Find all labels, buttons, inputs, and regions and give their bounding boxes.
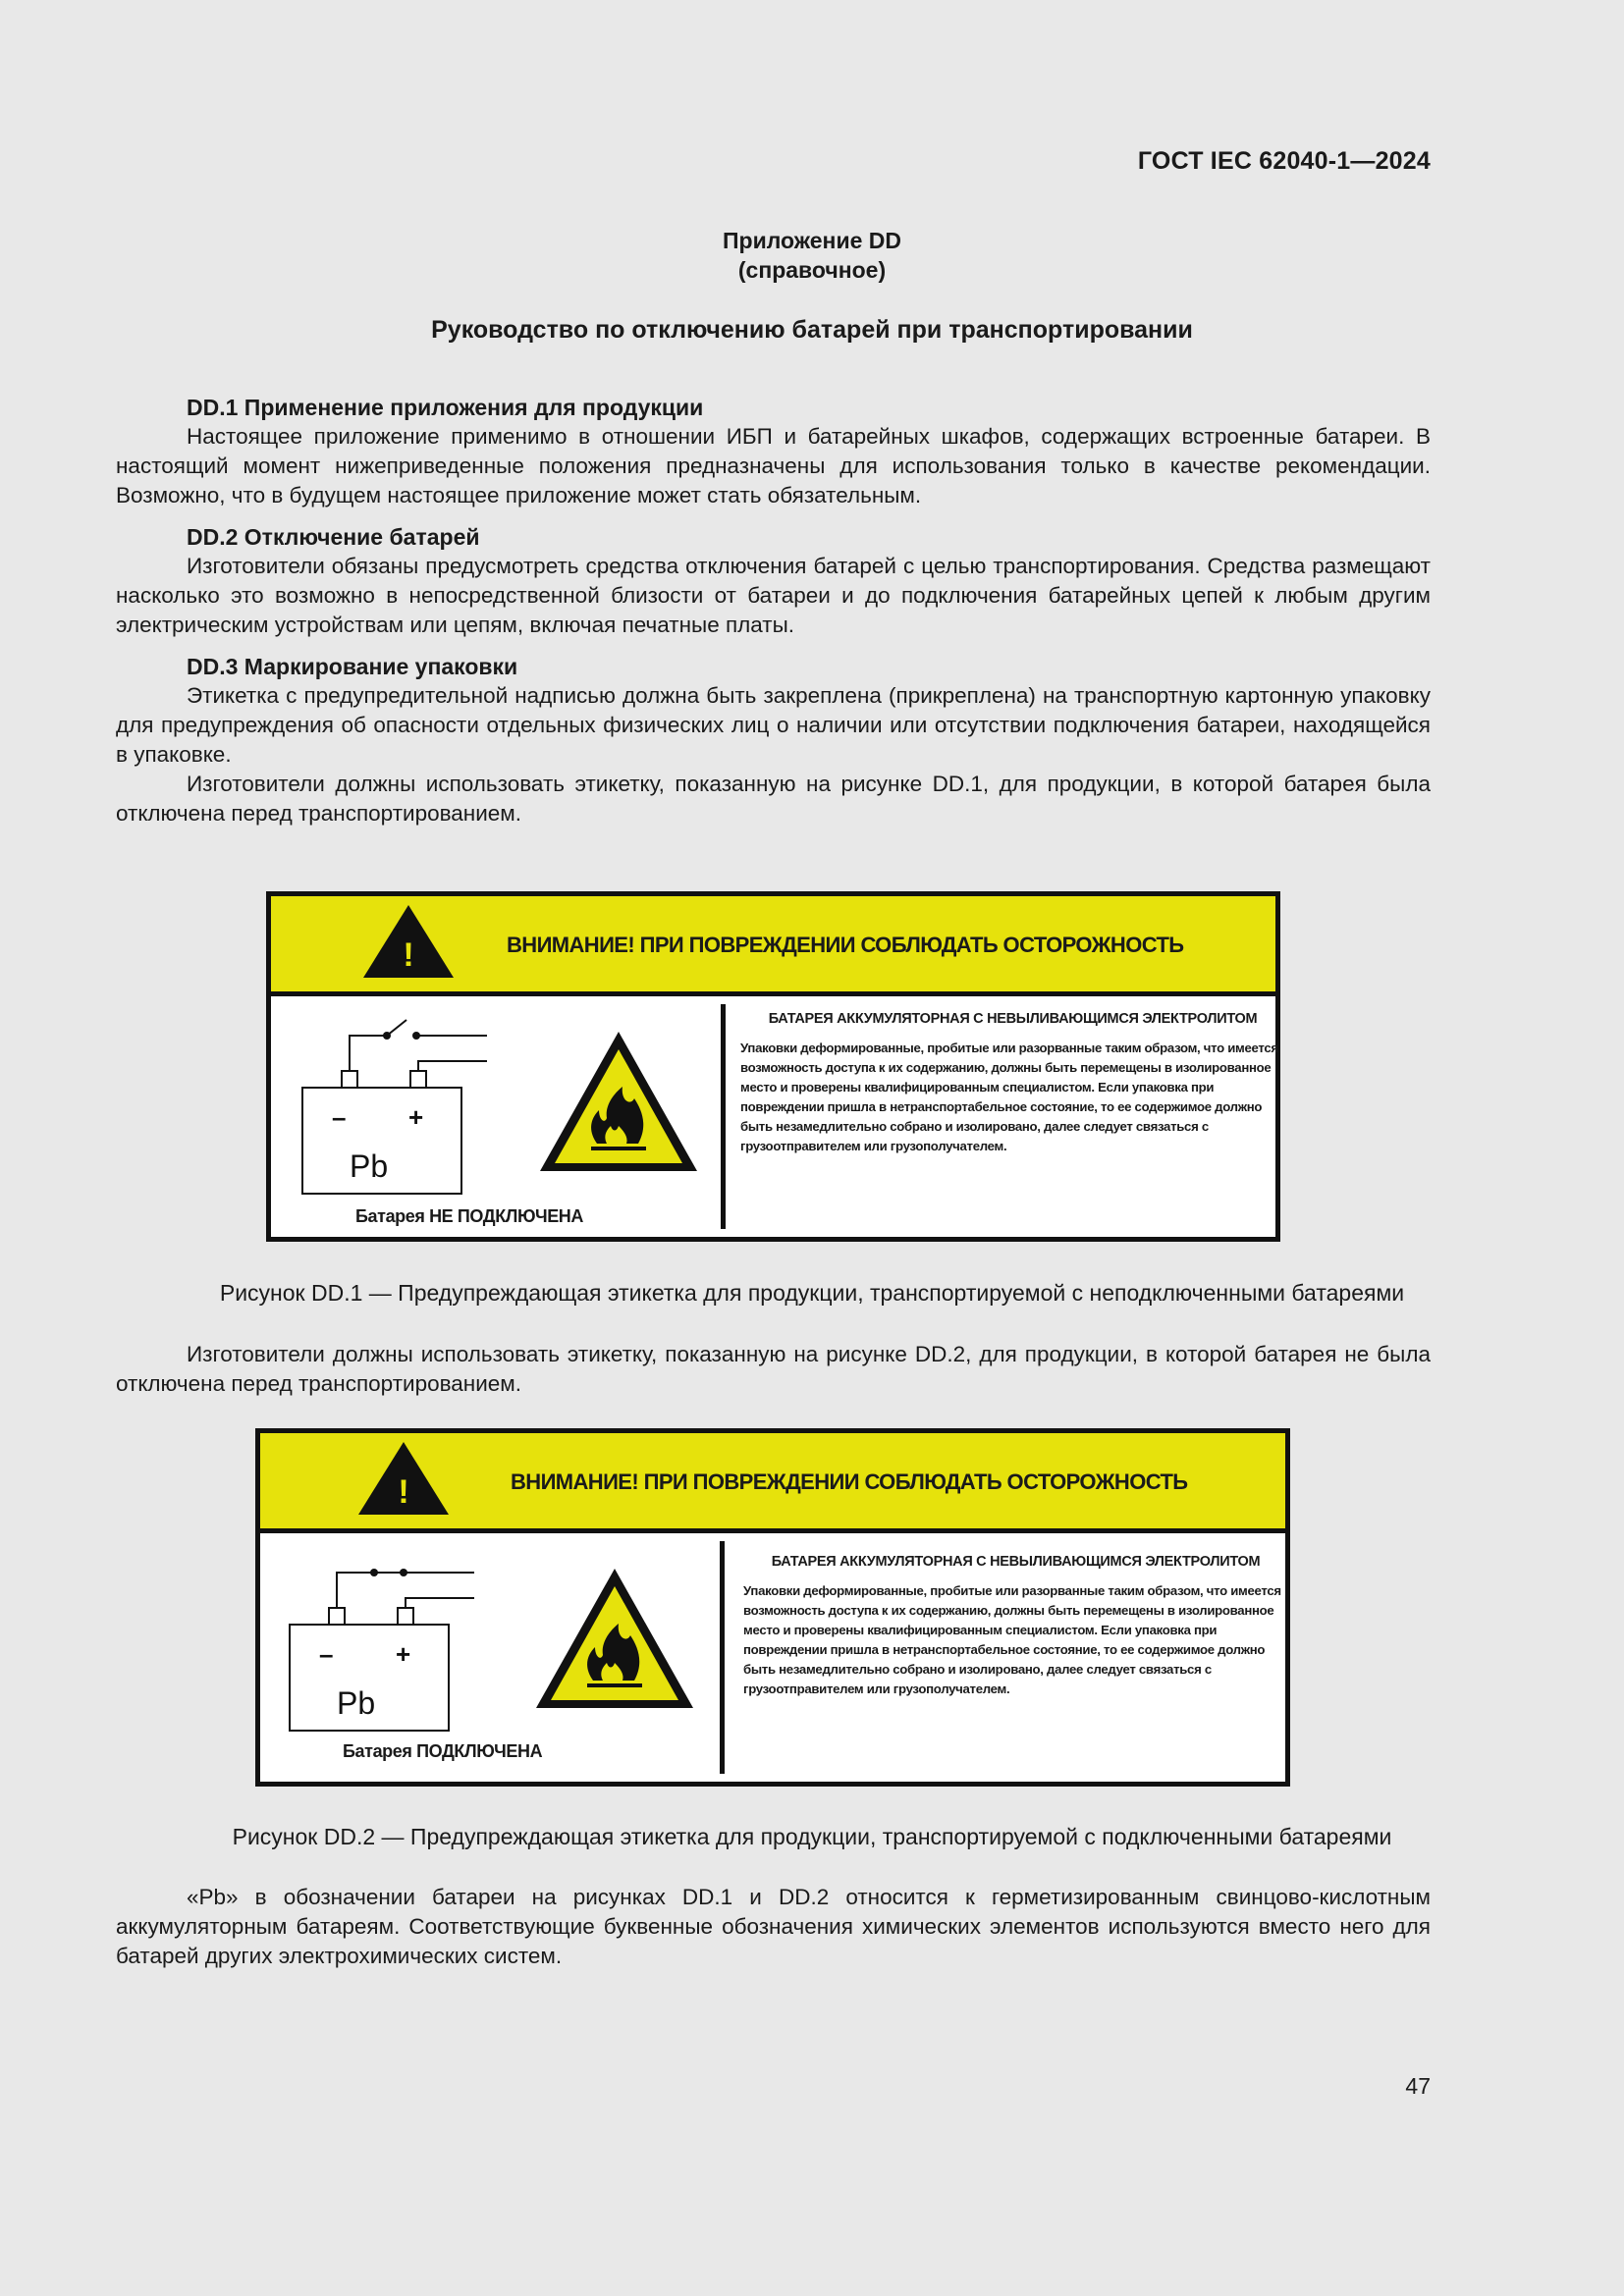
svg-text:!: ! [398, 1473, 409, 1511]
svg-text:+: + [408, 1102, 424, 1132]
battery-disconnected-diagram [291, 1002, 526, 1208]
section-text-dd2: Изготовители обязаны предусмотреть средства отключения батарей с целью транспортирования. Средства размещают насколько это возможно в непосредственной близости от батареи и до подключения батарейных цепей к любым другим электрическим устройствам или цепям, включая печатные платы. [116, 554, 1431, 637]
final-paragraph-block [116, 1883, 1431, 1971]
section-text-dd3-2: Изготовители должны использовать этикетку, показанную на рисунке DD.1, для продукции, в которой батарея была отключена перед транспортированием. [116, 772, 1431, 826]
label-divider [720, 1541, 725, 1774]
warning-triangle-icon [356, 1440, 451, 1517]
flammable-warning-icon [536, 1028, 701, 1175]
section-heading-dd3: DD.3 Маркирование упаковки [187, 654, 518, 679]
svg-text:Pb: Pb [337, 1685, 376, 1721]
sections-block [116, 393, 1431, 828]
label-body [260, 1533, 1285, 1782]
label-header-text: ВНИМАНИЕ! ПРИ ПОВРЕЖДЕНИИ СОБЛЮДАТЬ ОСТОРОЖНОСТЬ [511, 1469, 1188, 1494]
standard-code: ГОСТ IEC 62040-1—2024 [1137, 147, 1431, 175]
label-info-text: Упаковки деформированные, пробитые или разорванные таким образом, что имеется возможность доступа к их содержанию, должны быть перемещены в изолированное место и проверены квалифицированным специалистом. Если упаковка при повреждении пришла в нетранспортабельное состояние, то ее содержимое должно быть незамедлительно собрано и изолировано, далее следует связаться с грузоотправителем или грузополучателем. [743, 1583, 1281, 1696]
label-info-title: БАТАРЕЯ АККУМУЛЯТОРНАЯ С НЕВЫЛИВАЮЩИМСЯ ЭЛЕКТРОЛИТОМ [768, 1011, 1258, 1027]
label-info-text: Упаковки деформированные, пробитые или разорванные таким образом, что имеется возможность доступа к их содержанию, должны быть перемещены в изолированное место и проверены квалифицированным специалистом. Если упаковка при повреждении пришла в нетранспортабельное состояние, то ее содержимое должно быть незамедлительно собрано и изолировано, далее следует связаться с грузоотправителем или грузополучателем. [740, 1041, 1278, 1153]
section-heading-dd2: DD.2 Отключение батарей [187, 524, 480, 550]
section-heading-dd1: DD.1 Применение приложения для продукции [187, 395, 704, 420]
warning-label-dd1 [266, 891, 1280, 1242]
svg-text:–: – [319, 1639, 334, 1669]
battery-connected-diagram [278, 1539, 514, 1745]
label-body [271, 996, 1278, 1237]
section-text-dd1: Настоящее приложение применимо в отношении ИБП и батарейных шкафов, содержащих встроенные батареи. В настоящий момент нижеприведенные положения предназначены для использования только в качестве рекомендации. Возможно, что в будущем настоящее приложение может стать обязательным. [116, 424, 1431, 507]
warning-triangle-icon [361, 903, 456, 980]
flammable-warning-icon [532, 1565, 697, 1712]
page-number: 47 [1405, 2073, 1431, 2099]
svg-text:!: ! [403, 936, 414, 974]
warning-label-dd2 [255, 1428, 1290, 1787]
section-text-dd3-1: Этикетка с предупредительной надписью должна быть закреплена (прикреплена) на транспортную картонную упаковку для предупреждения об опасности отдельных физических лиц о наличии или отсутствии подключения батареи, находящейся в упаковке. [116, 683, 1431, 767]
label-header [260, 1433, 1285, 1533]
battery-status-label: Батарея НЕ ПОДКЛЮЧЕНА [355, 1206, 584, 1226]
battery-status-label: Батарея ПОДКЛЮЧЕНА [343, 1741, 543, 1761]
final-paragraph: «Pb» в обозначении батареи на рисунках DD.1 и DD.2 относится к герметизированным свинцово-кислотным аккумуляторным батареям. Соответствующие буквенные обозначения химических элементов используются вместо него для батарей других электрохимических систем. [116, 1885, 1431, 1968]
svg-text:+: + [396, 1639, 411, 1669]
figure-caption-dd1: Рисунок DD.1 — Предупреждающая этикетка для продукции, транспортируемой с неподключенными батареями [219, 1280, 1405, 1306]
label-divider [721, 1004, 726, 1229]
label-header-text: ВНИМАНИЕ! ПРИ ПОВРЕЖДЕНИИ СОБЛЮДАТЬ ОСТОРОЖНОСТЬ [507, 933, 1184, 957]
usage-paragraph-block [116, 1340, 1431, 1399]
svg-text:–: – [332, 1102, 347, 1132]
annex-heading [0, 226, 1624, 285]
annex-title: Приложение DD [722, 228, 901, 253]
annex-subtitle: (справочное) [737, 257, 887, 283]
usage-paragraph-dd2: Изготовители должны использовать этикетку, показанную на рисунке DD.2, для продукции, в которой батарея не была отключена перед транспортированием. [116, 1342, 1431, 1396]
label-info [740, 1010, 1285, 1156]
svg-text:Pb: Pb [350, 1148, 389, 1184]
label-header [271, 896, 1275, 996]
label-info [743, 1553, 1288, 1699]
label-info-title: БАТАРЕЯ АККУМУЛЯТОРНАЯ С НЕВЫЛИВАЮЩИМСЯ ЭЛЕКТРОЛИТОМ [771, 1554, 1261, 1570]
figure-caption-dd2: Рисунок DD.2 — Предупреждающая этикетка для продукции, транспортируемой с подключенными батареями [232, 1824, 1392, 1849]
document-title: Руководство по отключению батарей при транспортировании [431, 316, 1193, 344]
